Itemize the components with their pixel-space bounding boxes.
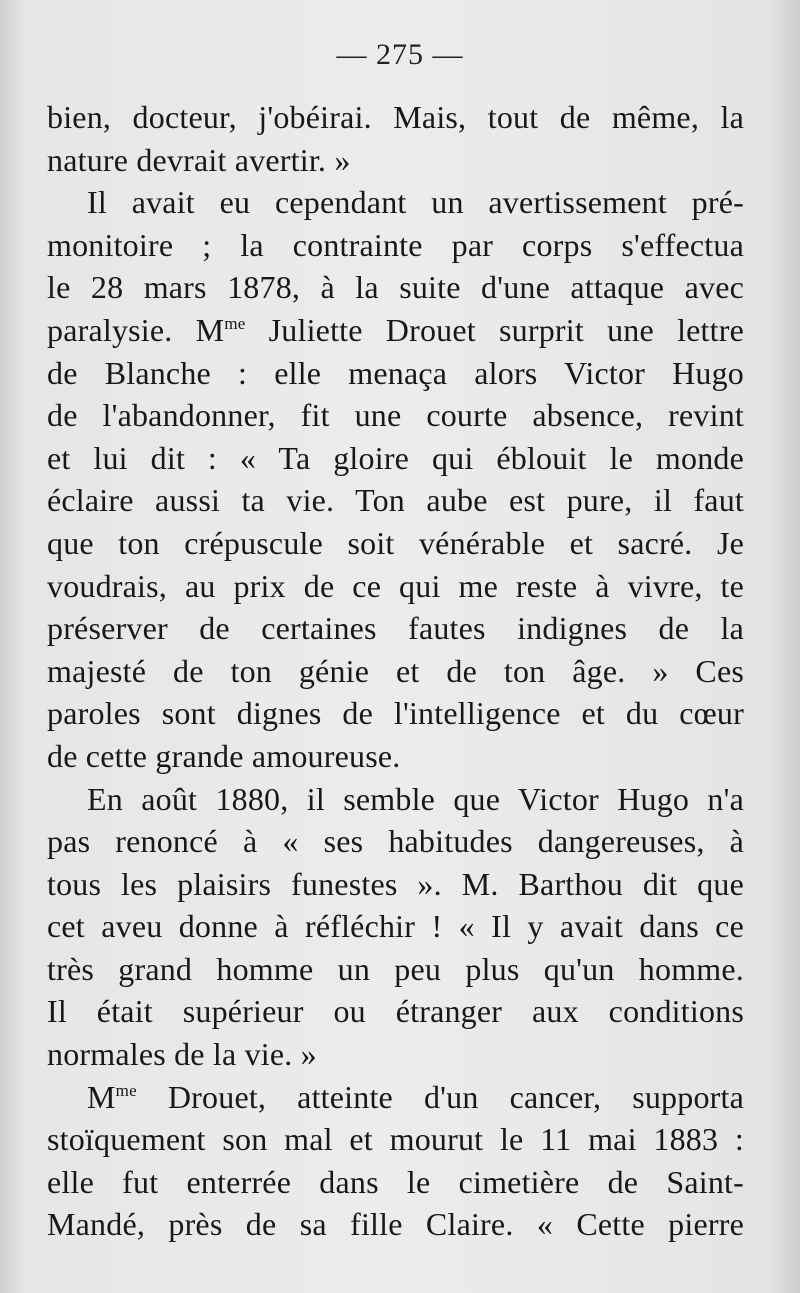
text-fragment: paralysie. M <box>47 311 225 348</box>
text-line: monitoire ; la contrainte par corps s'effectua <box>47 226 744 263</box>
body-text <box>47 96 744 1246</box>
text-line: nature devrait avertir. » <box>47 141 351 178</box>
text-line: que ton crépuscule soit vénérable et sacré. Je <box>47 524 744 561</box>
text-line: En août 1880, il semble que Victor Hugo n'a <box>87 780 744 817</box>
text-line: normales de la vie. » <box>47 1036 317 1073</box>
text-line: stoïquement son mal et mourut le 11 mai 1883 : <box>47 1121 744 1158</box>
text-line: de Blanche : elle menaça alors Victor Hugo <box>47 354 744 391</box>
text-line: de cette grande amoureuse. <box>47 737 401 774</box>
text-line: Il avait eu cependant un avertissement pré- <box>87 184 744 221</box>
text-line: très grand homme un peu plus qu'un homme. <box>47 950 744 987</box>
text-line: paroles sont dignes de l'intelligence et du cœur <box>47 695 744 732</box>
text-line: voudrais, au prix de ce qui me reste à vivre, te <box>47 567 744 604</box>
text-line: et lui dit : « Ta gloire qui éblouit le monde <box>47 439 744 476</box>
superscript: me <box>115 1080 137 1100</box>
text-line: cet aveu donne à réfléchir ! « Il y avait dans ce <box>47 908 744 945</box>
text-line: majesté de ton génie et de ton âge. » Ces <box>47 652 744 689</box>
text-line: préserver de certaines fautes indignes de la <box>47 610 744 647</box>
page-number: — 275 — <box>336 38 464 71</box>
text-line: tous les plaisirs funestes ». M. Barthou dit que <box>47 865 744 902</box>
text-line: éclaire aussi ta vie. Ton aube est pure, il faut <box>47 482 744 519</box>
text-line: bien, docteur, j'obéirai. Mais, tout de même, la <box>47 99 744 135</box>
text-line <box>47 309 744 352</box>
text-line: pas renoncé à « ses habitudes dangereuses, à <box>47 823 744 860</box>
text-fragment: Drouet, atteinte d'un cancer, supporta <box>167 1078 744 1115</box>
superscript: me <box>224 313 246 333</box>
text-line: de l'abandonner, fit une courte absence, revint <box>47 397 744 434</box>
text-fragment: Juliette Drouet surprit une lettre <box>268 311 744 348</box>
text-line: le 28 mars 1878, à la suite d'une attaque avec <box>47 269 744 306</box>
text-fragment: M <box>87 1078 116 1115</box>
text-line: Mandé, près de sa fille Claire. « Cette pierre <box>47 1206 744 1243</box>
text-line: elle fut enterrée dans le cimetière de Saint- <box>47 1163 744 1200</box>
text-line <box>47 1076 744 1119</box>
text-line: Il était supérieur ou étranger aux conditions <box>47 993 744 1030</box>
